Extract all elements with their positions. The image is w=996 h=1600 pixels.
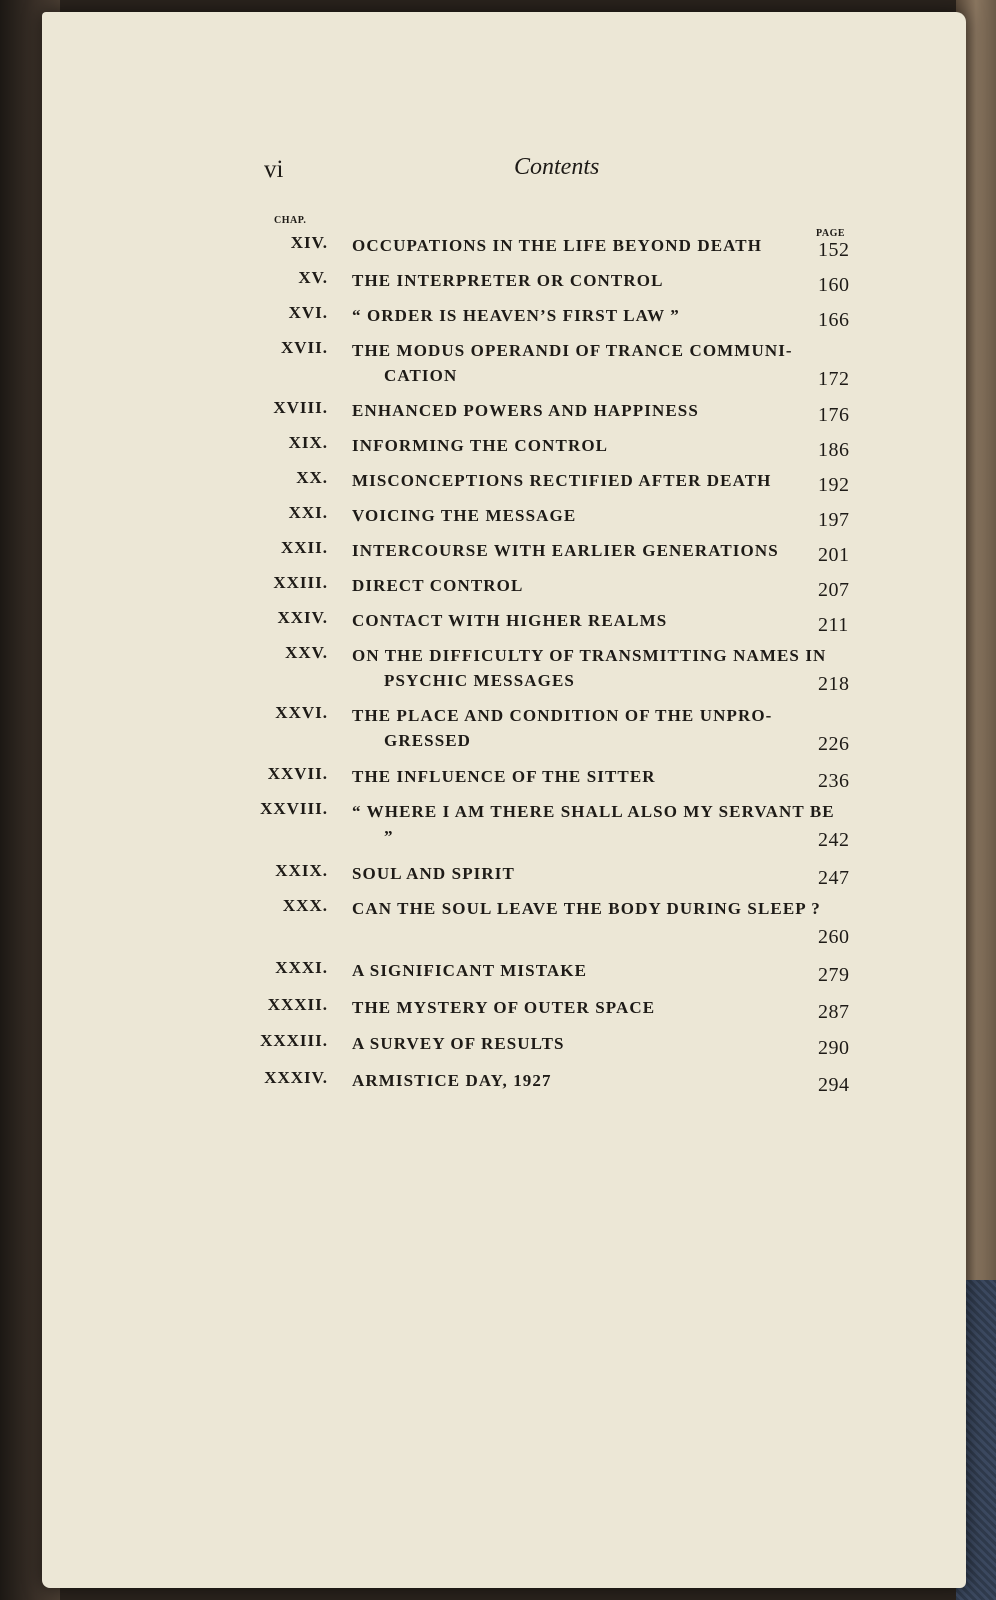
page-header [42,150,966,190]
chapter-number: XIX. [288,433,328,452]
page-column-label: PAGE [816,228,846,239]
chapter-number: XXXIV. [264,1068,328,1087]
chapter-number: XV. [298,268,328,287]
page-number: 176 [818,404,850,426]
chapter-title: THE MODUS OPERANDI OF TRANCE COMMUNI-CATION [352,341,793,385]
chapter-title: VOICING THE MESSAGE [352,506,577,525]
chapter-title: A SURVEY OF RESULTS [352,1034,565,1053]
page-number: 192 [818,474,850,496]
page-number: 172 [818,368,850,390]
chapter-number: XX. [296,468,328,487]
page-number: 186 [818,439,850,461]
page-number: 160 [818,274,850,296]
book-page [42,12,966,1588]
chapter-title: ENHANCED POWERS AND HAPPINESS [352,401,699,420]
chapter-number: XXX. [282,896,328,915]
chapter-title: A SIGNIFICANT MISTAKE [352,961,588,980]
chapter-number: XXVIII. [260,799,328,818]
chapter-title: MISCONCEPTIONS RECTIFIED AFTER DEATH [352,471,772,490]
chapter-title: “ WHERE I AM THERE SHALL ALSO MY SERVANT BE ” [352,802,835,846]
page-number: 152 [818,239,850,261]
chapter-number: XXV. [285,643,328,662]
page-number: 201 [818,544,850,566]
page-number: 218 [818,673,850,695]
page-number: 207 [818,579,850,601]
chapter-number: XIV. [290,233,328,252]
chapter-number: XXXIII. [260,1031,328,1050]
chapter-number: XXIV. [277,608,328,627]
page-number: 236 [818,770,850,792]
chapter-number: XVI. [288,303,328,322]
chapter-number: XXVII. [267,764,328,783]
page-number: 279 [818,964,850,986]
page-number: 260 [818,926,850,948]
chapter-title: INFORMING THE CONTROL [352,436,609,455]
chapter-title: SOUL AND SPIRIT [352,864,515,883]
chapter-title: THE MYSTERY OF OUTER SPACE [352,998,656,1017]
chapter-title: “ ORDER IS HEAVEN’S FIRST LAW ” [352,306,680,325]
chap-column-label: CHAP. [274,215,307,226]
chapter-number: XXXI. [275,958,328,977]
chapter-title: ON THE DIFFICULTY OF TRANSMITTING NAMES IN PSYCHIC MESSAGES [352,646,827,690]
page-number: 287 [818,1001,850,1023]
chapter-title: INTERCOURSE WITH EARLIER GENERATIONS [352,541,779,560]
folio-number: vi [264,156,284,183]
page-number: 166 [818,309,850,331]
chapter-number: XXIX. [275,861,328,880]
chapter-number: XXXII. [267,995,328,1014]
chapter-number: XVII. [280,338,328,357]
chapter-title: CONTACT WITH HIGHER REALMS [352,611,668,630]
page-number: 242 [818,829,850,851]
chapter-number: XXIII. [273,573,328,592]
chapter-number: XXI. [288,503,328,522]
running-title: Contents [514,154,600,180]
chapter-title: CAN THE SOUL LEAVE THE BODY DURING SLEEP ? [352,899,821,918]
chapter-title: DIRECT CONTROL [352,576,524,595]
chapter-number: XXII. [280,538,328,557]
page-number: 290 [818,1037,850,1059]
page-number: 294 [818,1074,850,1096]
chapter-number: XVIII. [273,398,328,417]
chapter-title: THE PLACE AND CONDITION OF THE UNPRO-GRESSED [352,706,773,750]
chapter-title: OCCUPATIONS IN THE LIFE BEYOND DEATH [352,236,763,255]
chapter-number: XXVI. [275,703,328,722]
chapter-title: THE INFLUENCE OF THE SITTER [352,767,656,786]
page-number: 197 [818,509,850,531]
page-number: 226 [818,733,850,755]
page-number: 247 [818,867,850,889]
chapter-title: THE INTERPRETER OR CONTROL [352,271,664,290]
page-number: 211 [818,614,849,636]
chapter-title: ARMISTICE DAY, 1927 [352,1071,552,1090]
